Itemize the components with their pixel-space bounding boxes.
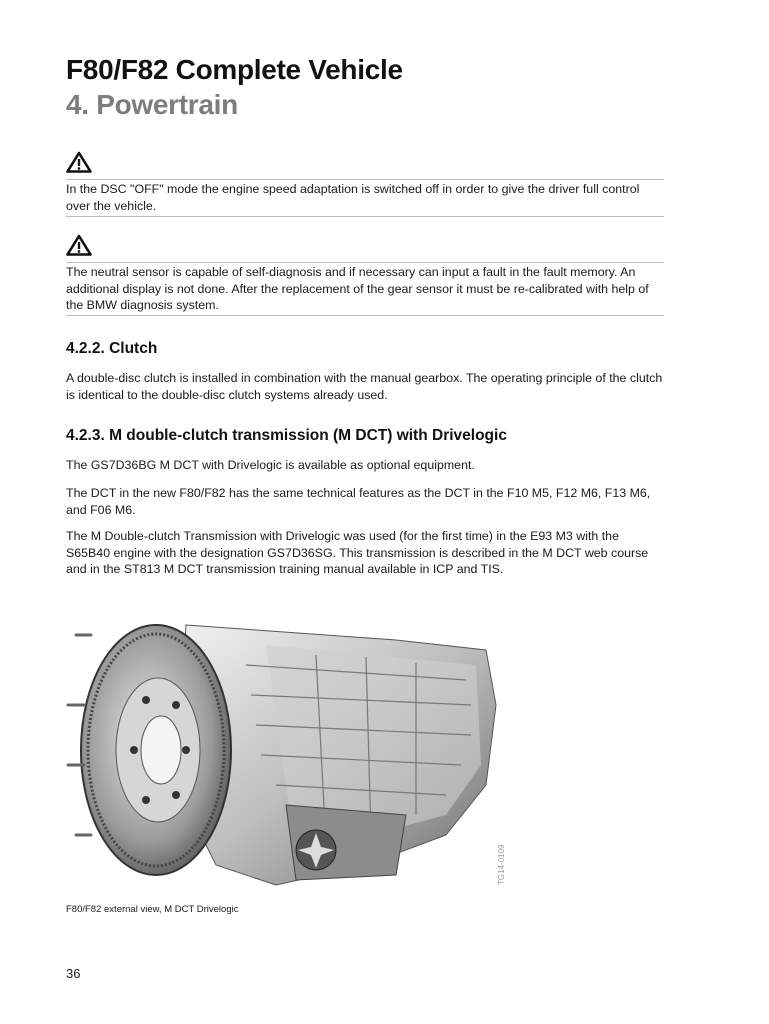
note-divider-top xyxy=(66,262,664,263)
section-paragraph: A double-disc clutch is installed in combination with the manual gearbox. The operating principle of the clutch is identical to the double-disc clutch systems already used. xyxy=(66,371,663,402)
note-text: In the DSC "OFF" mode the engine speed adaptation is switched off in order to give the driver full control over the vehicle. xyxy=(66,182,640,213)
section-paragraph: The M Double-clutch Transmission with Drivelogic was used (for the first time) in the E93 M3 with the S65B40 engine with the designation GS7D36SG. This transmission is described in the M DCT web course and in the ST813 M DCT transmission training manual available in ICP and TIS. xyxy=(66,529,649,576)
warning-triangle-icon xyxy=(66,234,92,256)
note-divider-bottom xyxy=(66,315,664,316)
note-divider-top xyxy=(66,179,664,180)
note-divider-bottom xyxy=(66,216,664,217)
figure-code: TG14-0109 xyxy=(497,844,506,885)
warning-triangle-icon xyxy=(66,151,92,173)
section-heading-clutch: 4.2.2. Clutch xyxy=(66,340,158,357)
note-text: The neutral sensor is capable of self-diagnosis and if necessary can input a fault in the fault memory. An additional display is not done. After the replacement of the gear sensor it must be re-calibrated with help of the BMW diagnosis system. xyxy=(66,265,649,312)
section-paragraph: The GS7D36BG M DCT with Drivelogic is available as optional equipment. xyxy=(66,458,475,472)
chapter-subtitle: 4. Powertrain xyxy=(66,89,238,120)
transmission-illustration xyxy=(66,585,526,905)
section-paragraph: The DCT in the new F80/F82 has the same technical features as the DCT in the F10 M5, F12 M6, F13 M6, and F06 M6. xyxy=(66,486,651,517)
page-number: 36 xyxy=(66,966,81,981)
figure-caption: F80/F82 external view, M DCT Drivelogic xyxy=(66,904,239,915)
page-title: F80/F82 Complete Vehicle xyxy=(66,54,403,85)
section-heading-mdct: 4.2.3. M double-clutch transmission (M DCT) with Drivelogic xyxy=(66,427,507,444)
